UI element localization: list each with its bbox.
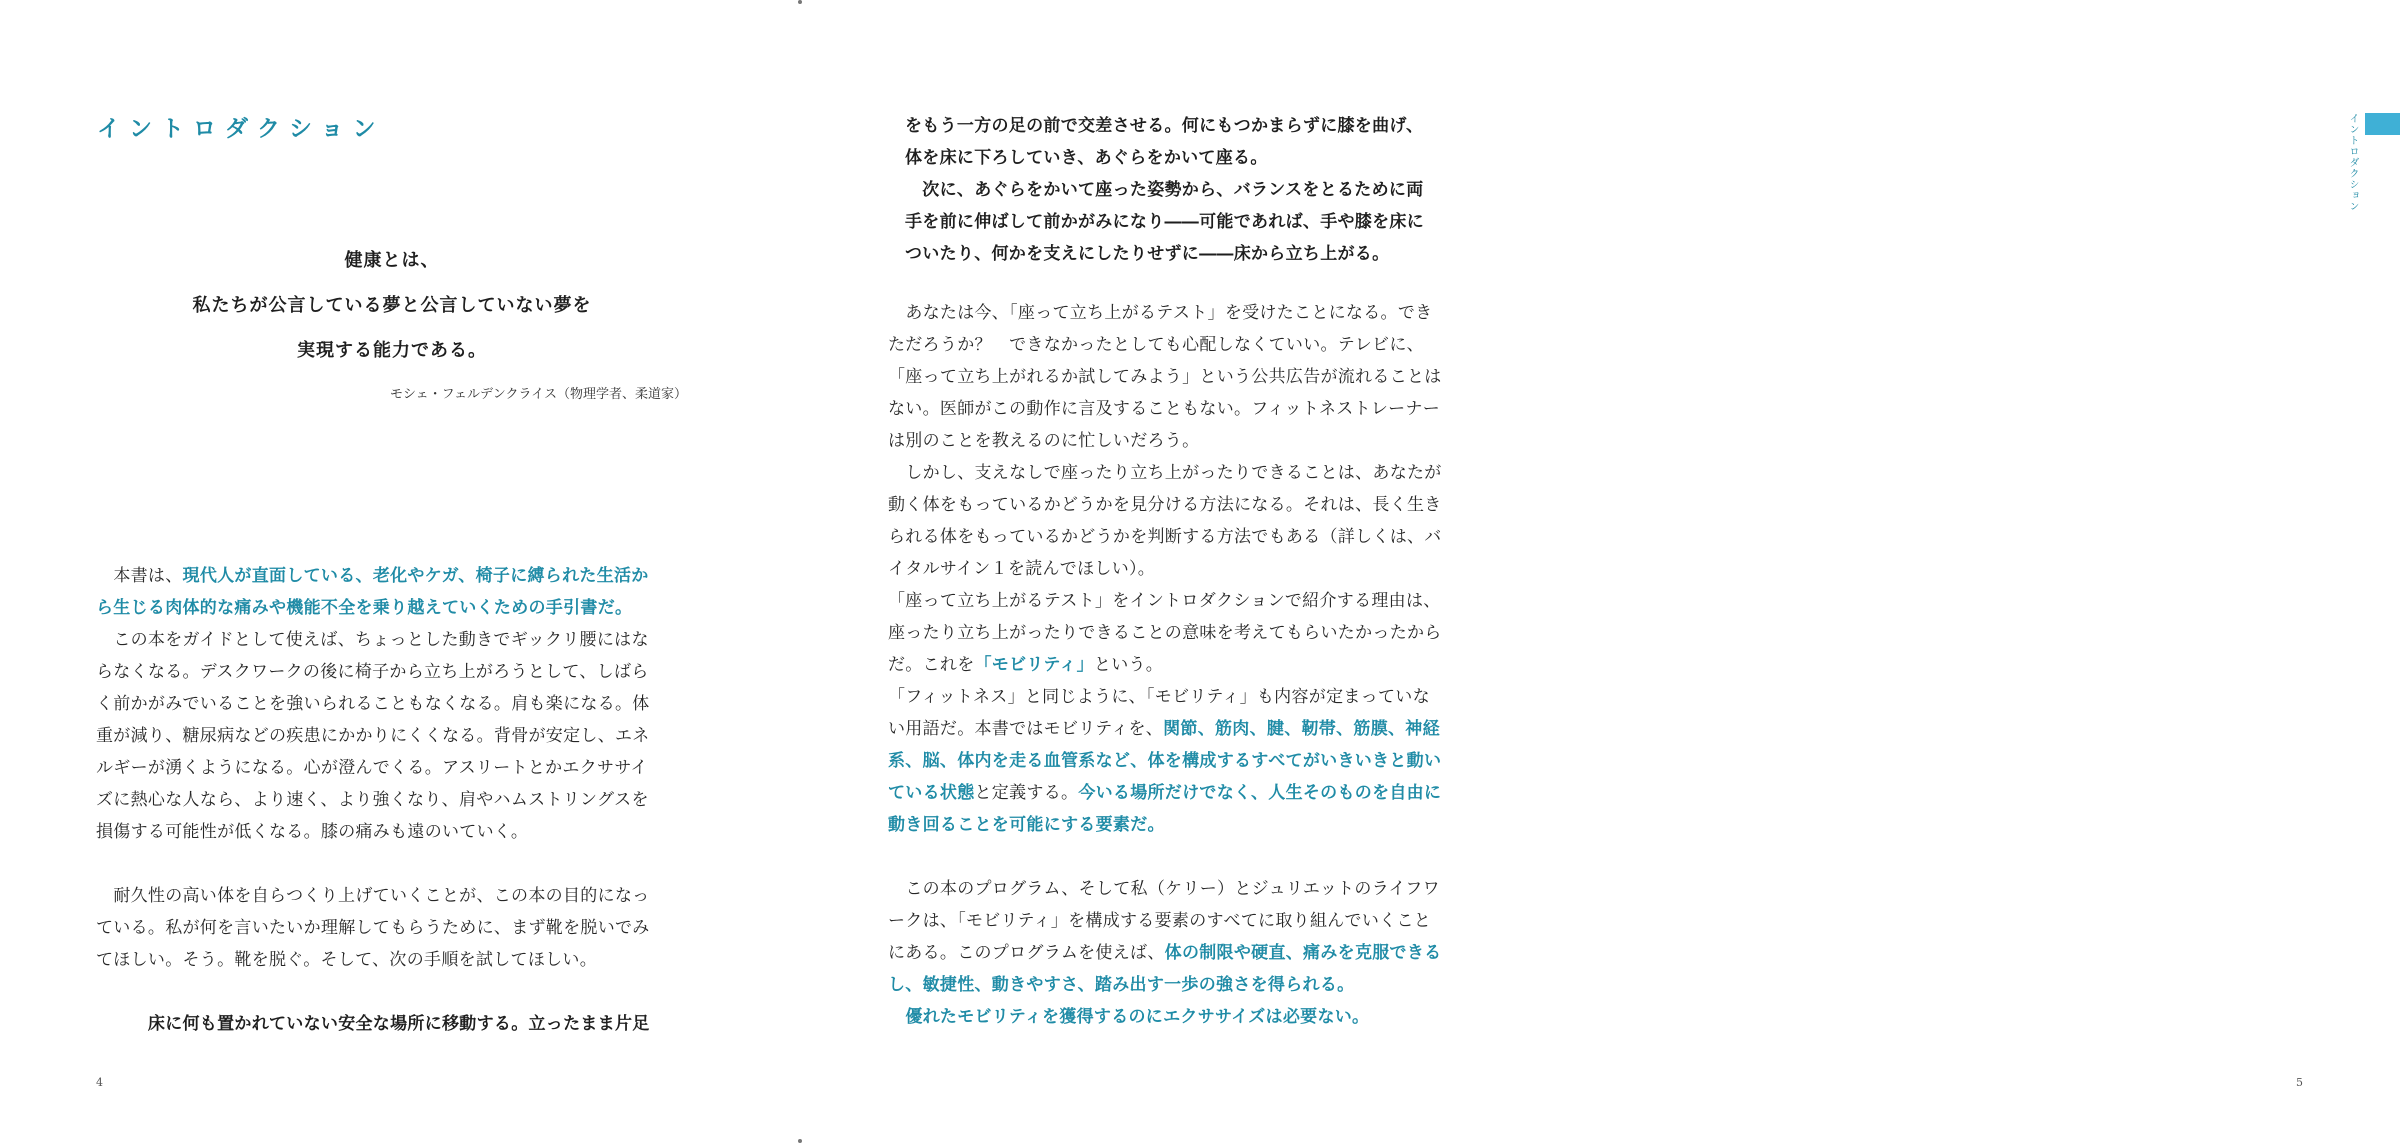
paragraph-gap [96, 976, 688, 1008]
side-running-head: イントロダクション [2347, 113, 2358, 212]
chapter-title: イントロダクション [97, 116, 385, 142]
text-line: ルギーが湧くようになる。心が澄んでくる。アスリートとかエクササイ [96, 758, 648, 778]
text-line: 「座って立ち上がるテスト」をイントロダクションで紹介する理由は、 [888, 591, 1441, 611]
text-segment: という。 [1093, 655, 1164, 675]
text-line: ークは、「モビリティ」を構成する要素のすべてに取り組んでいくこと [888, 911, 1432, 931]
highlight-text: ている状態 [888, 783, 975, 803]
text-line: 「座って立ち上がれるか試してみよう」という公共広告が流れることは [888, 367, 1442, 387]
highlight-text: し、敏捷性、動きやすさ、踏み出す一歩の強さを得られる。 [888, 975, 1355, 995]
text-line: ズに熱心な人なら、より速く、より強くなり、肩やハムストリングスを [96, 790, 649, 810]
text-segment: この本をガイドとして使えば、ちょっとした動きでギックリ腰にはな [113, 630, 649, 650]
paragraph-gap [96, 848, 688, 880]
text-line [96, 624, 688, 656]
page-number: 4 [96, 1076, 103, 1089]
text-line [888, 777, 1488, 809]
text-segment: だ。これを [888, 655, 975, 675]
epigraph-attribution: モシェ・フェルデンクライス（物理学者、柔道家） [389, 387, 687, 402]
text-line: 「フィットネス」と同じように、「モビリティ」も内容が定まっていな [888, 687, 1430, 707]
text-line [888, 457, 1488, 489]
text-line: は別のことを教えるのに忙しいだろう。 [888, 431, 1200, 451]
paragraph-gap [888, 841, 1488, 873]
text-line: 座ったり立ち上がったりできることの意味を考えてもらいたかったから [888, 623, 1442, 643]
highlight-text: 優れたモビリティを獲得するのにエクササイズは必要ない。 [905, 1007, 1370, 1027]
text-line: ない。医師がこの動作に言及することもない。フィットネストレーナー [888, 399, 1441, 419]
right-body-text-main [888, 297, 1488, 1033]
instruction-text: 手を前に伸ばして前かがみになり――可能であれば、手や膝を床に [905, 212, 1424, 232]
text-segment: この本のプログラム、そして私（ケリー）とジュリエットのライフワ [905, 879, 1440, 899]
highlight-text: 今いる場所だけでなく、人生そのものを自由に [1078, 783, 1442, 803]
text-segment: 本書は、 [113, 566, 183, 586]
text-segment: しかし、支えなしで座ったり立ち上がったりできることは、あなたが [905, 463, 1442, 483]
left-page [0, 0, 800, 1144]
text-line [96, 880, 688, 912]
epigraph-line: 健康とは、 [344, 250, 440, 271]
text-line: 重が減り、糖尿病などの疾患にかかりにくくなる。背骨が安定し、エネ [96, 726, 650, 746]
text-segment: と定義する。 [974, 783, 1079, 803]
instruction-text: 床に何も置かれていない安全な場所に移動する。立ったまま片足 [147, 1014, 650, 1034]
instruction-text: をもう一方の足の前で交差させる。何にもつかまらずに膝を曲げ、 [905, 116, 1424, 136]
text-segment: 耐久性の高い体を自らつくり上げていくことが、この本の目的になっ [113, 886, 650, 906]
text-line [888, 649, 1488, 681]
highlight-text: 動き回ることを可能にする要素だ。 [888, 815, 1165, 835]
text-line [96, 560, 688, 592]
text-line: イタルサイン１を読んでほしい）。 [888, 559, 1156, 579]
highlight-text: 系、脳、体内を走る血管系など、体を構成するすべてがいきいきと動い [888, 751, 1442, 771]
right-body-text [905, 110, 1505, 270]
text-line: てほしい。そう。靴を脱ぐ。そして、次の手順を試してほしい。 [96, 950, 598, 970]
text-line [96, 1008, 688, 1040]
chapter-side-tab [2365, 113, 2400, 135]
text-line: られる体をもっているかどうかを判断する方法でもある（詳しくは、バ [888, 527, 1442, 547]
highlight-text: 「モビリティ」 [974, 655, 1094, 675]
text-line [888, 1001, 1488, 1033]
text-line: 動く体をもっているかどうかを見分ける方法になる。それは、長く生き [888, 495, 1442, 515]
text-segment: い用語だ。本書ではモビリティを、 [888, 719, 1164, 739]
text-segment: あなたは今、「座って立ち上がるテスト」を受けたことになる。でき [905, 303, 1433, 323]
highlight-text: 関節、筋肉、腱、靭帯、筋膜、神経 [1163, 719, 1440, 739]
text-segment: にある。このプログラムを使えば、 [888, 943, 1165, 963]
page-number: 5 [2296, 1076, 2303, 1089]
highlight-text: 現代人が直面している、老化やケガ、椅子に縛られた生活か [182, 566, 649, 586]
text-line [888, 297, 1488, 329]
text-line: ている。私が何を言いたいか理解してもらうために、まず靴を脱いでみ [96, 918, 650, 938]
left-body-text [96, 560, 688, 1040]
text-line [888, 873, 1488, 905]
text-line [888, 713, 1488, 745]
text-line [888, 937, 1488, 969]
epigraph-line: 実現する能力である。 [297, 340, 487, 361]
highlight-text: 体の制限や硬直、痛みを克服できる [1164, 943, 1442, 963]
text-line: く前かがみでいることを強いられることもなくなる。肩も楽になる。体 [96, 694, 650, 714]
epigraph [97, 238, 687, 402]
text-line: ただろうか？ できなかったとしても心配しなくていい。テレビに、 [888, 335, 1424, 355]
instruction-text: ついたり、何かを支えにしたりせずに――床から立ち上がる。 [905, 244, 1390, 264]
text-line: 損傷する可能性が低くなる。膝の痛みも遠のいていく。 [96, 822, 529, 842]
text-line: らなくなる。デスクワークの後に椅子から立ち上がろうとして、しばら [96, 662, 649, 682]
instruction-text: 次に、あぐらをかいて座った姿勢から、バランスをとるために両 [905, 180, 1424, 200]
highlight-text: ら生じる肉体的な痛みや機能不全を乗り越えていくための手引書だ。 [96, 598, 633, 618]
epigraph-line: 私たちが公言している夢と公言していない夢を [192, 295, 592, 316]
instruction-text: 体を床に下ろしていき、あぐらをかいて座る。 [905, 148, 1268, 168]
